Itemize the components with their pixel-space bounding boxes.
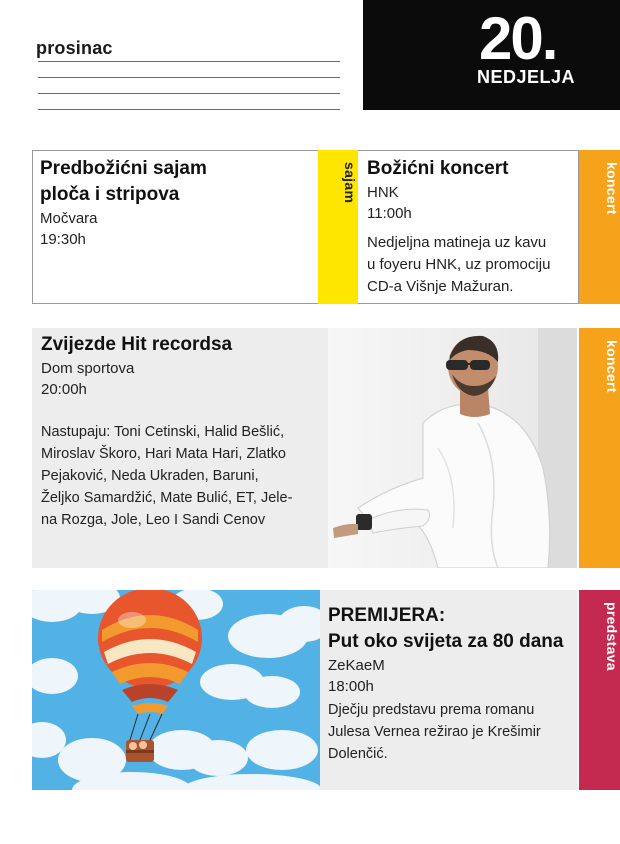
event-title: ploča i stripova xyxy=(40,184,180,205)
event-venue: Dom sportova xyxy=(41,360,135,377)
header-rule xyxy=(38,109,340,110)
description-line: Julesa Vernea režirao je Krešimir xyxy=(328,724,541,740)
event-venue: Močvara xyxy=(40,210,98,227)
description-line: Dječju predstavu prema romanu xyxy=(328,702,535,718)
event-zvijezde-hit-recordsa[interactable] xyxy=(41,331,323,531)
category-tag-sajam: sajam xyxy=(318,150,358,304)
event-put-oko-svijeta[interactable] xyxy=(328,604,578,765)
day-name: NEDJELJA xyxy=(477,67,576,87)
balloon-illustration xyxy=(32,590,320,790)
day-box xyxy=(363,0,620,110)
header-rule xyxy=(38,93,340,94)
artist-photo-illustration xyxy=(328,328,577,568)
event-venue: HNK xyxy=(367,184,399,201)
description-line: Dolenčić. xyxy=(328,746,388,762)
event-bozicni-koncert[interactable] xyxy=(367,155,575,298)
event-title: Predbožićni sajam xyxy=(40,158,207,179)
event-title: Zvijezde Hit recordsa xyxy=(41,334,233,355)
description-line: u foyeru HNK, uz promociju xyxy=(367,256,551,273)
month-label: prosinac xyxy=(36,38,113,58)
description-line: Nedjeljna matineja uz kavu xyxy=(367,234,547,251)
description-line: CD-a Višnje Mažuran. xyxy=(367,278,514,295)
event-time: 11:00h xyxy=(367,205,412,222)
event-sajam[interactable] xyxy=(40,155,312,250)
day-number: 20. xyxy=(479,5,557,72)
category-tag-koncert: koncert xyxy=(579,150,620,304)
event-description xyxy=(41,421,323,531)
event-title: Božićni koncert xyxy=(367,158,509,179)
event-description xyxy=(367,232,575,298)
category-tag-koncert: koncert xyxy=(579,328,620,568)
event-time: 18:00h xyxy=(328,678,374,695)
description-line: Pejaković, Neda Ukraden, Baruni, xyxy=(41,468,259,484)
description-line: Nastupaju: Toni Cetinski, Halid Bešlić, xyxy=(41,424,285,440)
event-description xyxy=(328,699,578,765)
event-time: 20:00h xyxy=(41,381,87,398)
event-title: Put oko svijeta za 80 dana xyxy=(328,631,564,652)
artist-photo xyxy=(328,328,577,568)
hot-air-balloon-image xyxy=(32,590,320,790)
description-line: Miroslav Škoro, Hari Mata Hari, Zlatko xyxy=(41,446,286,462)
event-venue: ZeKaeM xyxy=(328,657,385,674)
description-line: Željko Samardžić, Mate Bulić, ET, Jele- xyxy=(41,490,293,506)
description-line: na Rozga, Jole, Leo I Sandi Cenov xyxy=(41,512,266,528)
event-time: 19:30h xyxy=(40,231,86,248)
header-rule xyxy=(38,61,340,62)
header-rule xyxy=(38,77,340,78)
event-title: PREMIJERA: xyxy=(328,605,446,626)
category-tag-predstava: predstava xyxy=(579,590,620,790)
